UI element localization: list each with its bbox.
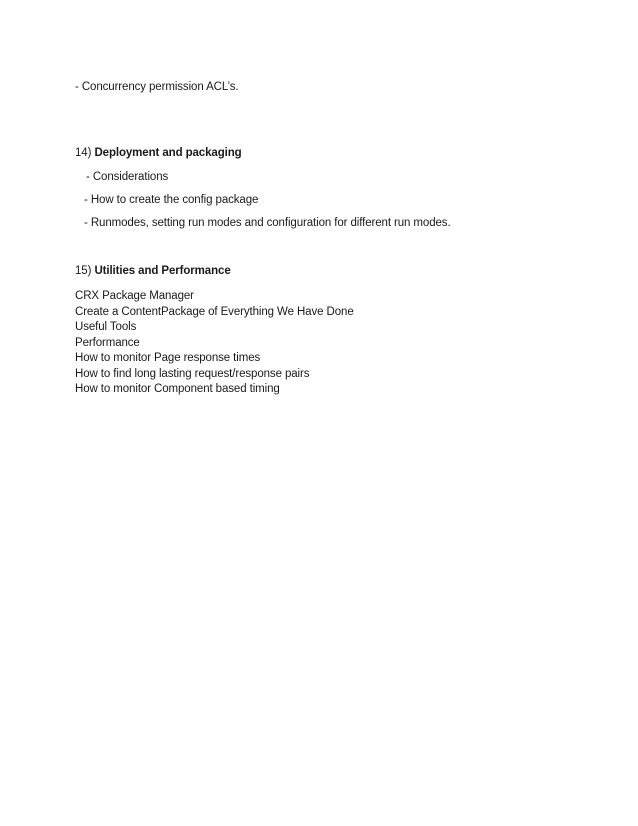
concurrency-acl-bullet: - Concurrency permission ACL’s. [75,81,239,93]
section-14-heading [75,146,242,160]
section-15-title: Utilities and Performance [94,265,231,277]
list-item: Create a ContentPackage of Everything We Have Done [75,305,354,318]
list-item: CRX Package Manager [75,290,194,302]
list-item: How to monitor Page response times [75,352,261,364]
list-item: How to monitor Component based timing [75,383,280,395]
section-15-list [75,289,354,398]
section-14-item-runmodes: - Runmodes, setting run modes and configuration for different run modes. [84,217,451,229]
section-14-number: 14) [75,147,92,159]
section-14-item-considerations: - Considerations [86,171,169,183]
section-14-item-config-package: - How to create the config package [84,194,259,206]
section-14-title: Deployment and packaging [94,147,242,159]
list-item: How to find long lasting request/response pairs [75,367,310,380]
section-15-number: 15) [75,265,92,277]
list-item: Useful Tools [75,321,137,333]
list-item: Performance [75,336,140,349]
section-15-heading [75,264,231,278]
